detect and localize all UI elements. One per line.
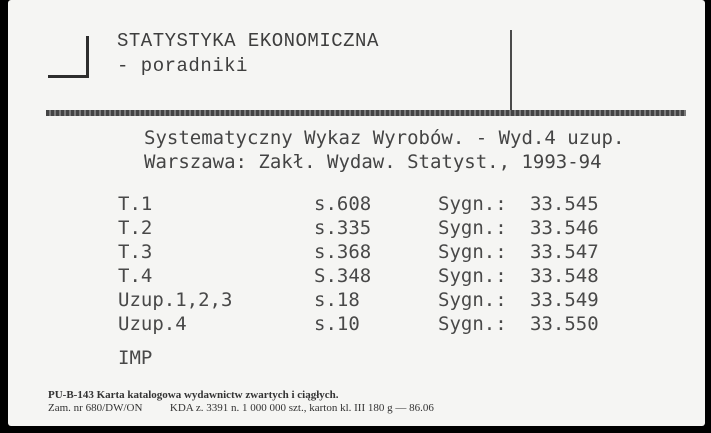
- volume-row: [8, 313, 705, 337]
- description-line-1: Systematyczny Wykaz Wyrobów. - Wyd.4 uzup.: [144, 127, 625, 149]
- volume-row: [8, 289, 705, 313]
- volume-row: [8, 217, 705, 241]
- volume-row: [8, 193, 705, 217]
- footer-line-2: Zam. nr 680/DW/ON KDA z. 3391 n. 1 000 000 szt., karton kl. III 180 g — 86.06: [48, 402, 434, 414]
- footer-line-1: PU-B-143 Karta katalogowa wydawnictw zwartych i ciągłych.: [48, 389, 339, 401]
- card-subheading: - poradniki: [117, 55, 248, 77]
- signature-label: Sygn.:: [438, 265, 507, 287]
- description-line-2: Warszawa: Zakł. Wydaw. Statyst., 1993-94: [144, 151, 602, 173]
- volume-label: T.2: [118, 217, 153, 239]
- separator-rule: [46, 110, 686, 116]
- page-count: s.18: [314, 289, 360, 311]
- signature-label: Sygn.:: [438, 217, 507, 239]
- corner-mark: [86, 36, 89, 78]
- page-count: s.608: [314, 193, 372, 215]
- signature-number: 33.550: [530, 313, 599, 335]
- signature-number: 33.549: [530, 289, 599, 311]
- volume-label: Uzup.4: [118, 313, 187, 335]
- page-count: s.368: [314, 241, 372, 263]
- page-count: s.335: [314, 217, 372, 239]
- volume-row: [8, 265, 705, 289]
- signature-label: Sygn.:: [438, 193, 507, 215]
- signature-number: 33.547: [530, 241, 599, 263]
- signature-label: Sygn.:: [438, 289, 507, 311]
- volume-label: T.4: [118, 265, 153, 287]
- signature-number: 33.546: [530, 217, 599, 239]
- signature-label: Sygn.:: [438, 313, 507, 335]
- card-heading: STATYSTYKA EKONOMICZNA: [117, 30, 379, 52]
- signature-number: 33.548: [530, 265, 599, 287]
- volume-label: Uzup.1,2,3: [118, 289, 233, 311]
- volume-row: [8, 241, 705, 265]
- volume-label: T.1: [118, 193, 153, 215]
- catalog-card: [8, 0, 705, 426]
- header-divider: [510, 30, 512, 114]
- signature-number: 33.545: [530, 193, 599, 215]
- corner-mark: [48, 75, 89, 78]
- page-count: s.10: [314, 313, 360, 335]
- signature-label: Sygn.:: [438, 241, 507, 263]
- imp-note: IMP: [118, 347, 153, 369]
- volume-label: T.3: [118, 241, 153, 263]
- page-count: S.348: [314, 265, 372, 287]
